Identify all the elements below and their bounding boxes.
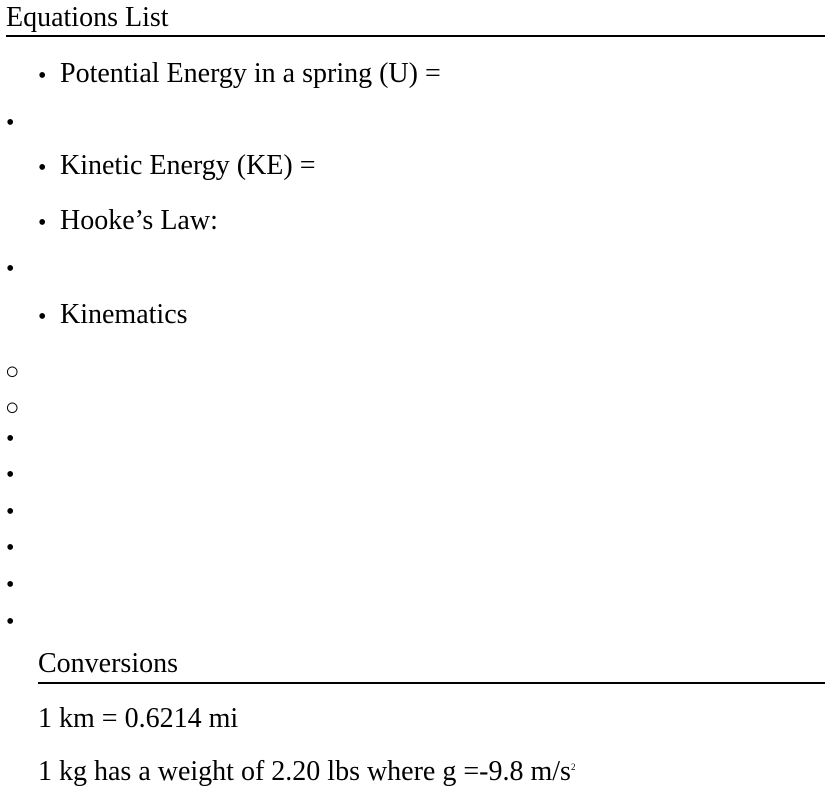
list-item-hookes-law: Hooke’s Law: [60, 205, 218, 236]
bullet-icon: • [6, 499, 15, 525]
list-item-kinetic-energy: Kinetic Energy (KE) = [60, 150, 316, 181]
circle-bullet-icon: ○ [5, 395, 20, 421]
bullet-icon: • [38, 210, 47, 236]
list-item-potential-energy: Potential Energy in a spring (U) = [60, 58, 441, 89]
conversions-underline [38, 682, 825, 684]
bullet-icon: • [38, 304, 47, 330]
conversion-kg-lbs-text: 1 kg has a weight of 2.20 lbs where g =-9.8 m/s [38, 756, 571, 787]
conversion-km-mi: 1 km = 0.6214 mi [38, 703, 239, 734]
bullet-icon: • [6, 462, 15, 488]
circle-bullet-icon: ○ [5, 359, 20, 385]
bullet-icon: • [6, 256, 15, 282]
bullet-icon: • [38, 63, 47, 89]
list-item-kinematics: Kinematics [60, 299, 188, 330]
superscript-2: 2 [570, 762, 576, 772]
heading-underline [6, 35, 825, 37]
bullet-icon: • [6, 535, 15, 561]
bullet-icon: • [6, 426, 15, 452]
bullet-icon: • [6, 110, 15, 136]
bullet-icon: • [38, 155, 47, 181]
bullet-icon: • [6, 609, 15, 635]
conversions-heading: Conversions [38, 648, 178, 679]
bullet-icon: • [6, 572, 15, 598]
conversion-kg-lbs [38, 751, 575, 788]
equations-list-heading: Equations List [6, 2, 169, 33]
